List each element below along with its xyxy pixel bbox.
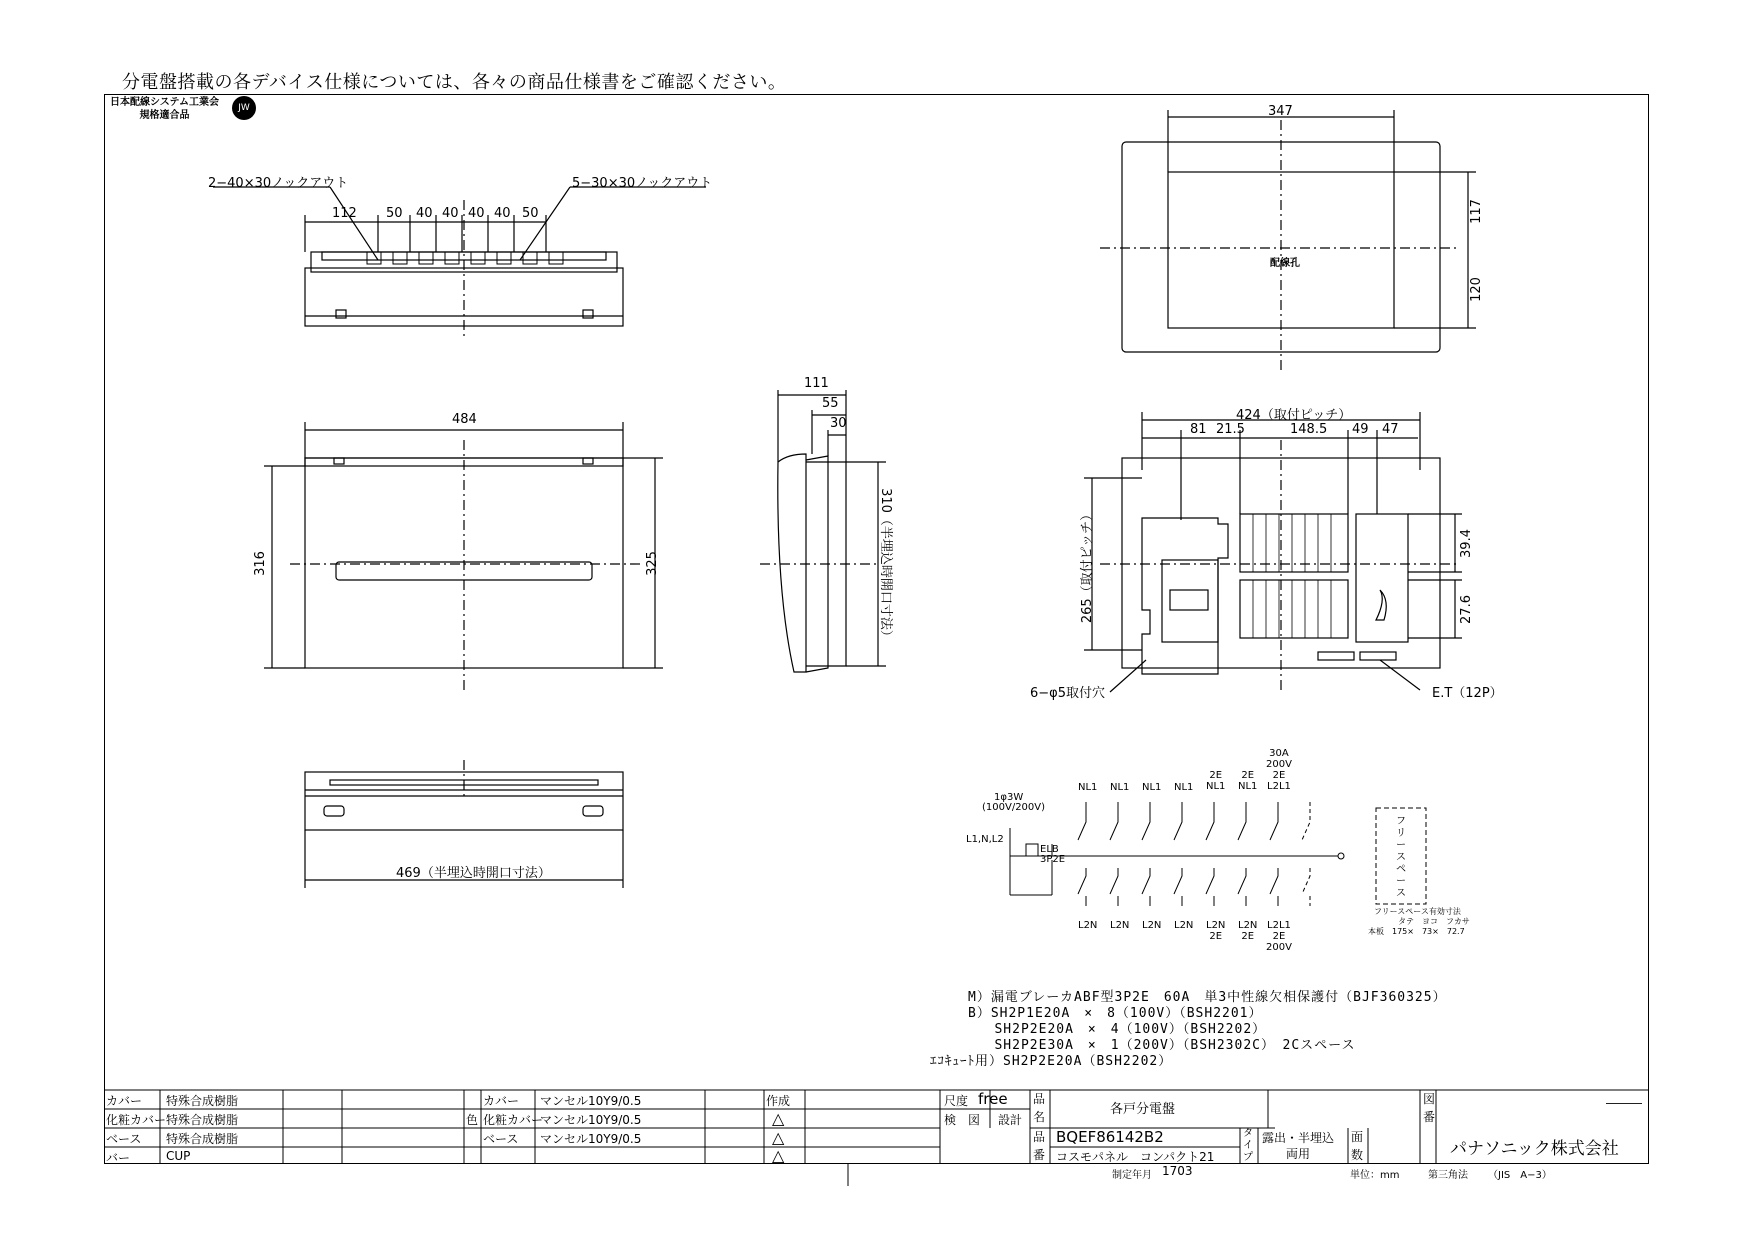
projection-label: 第三角法 — [1428, 1170, 1468, 1181]
material-4: CUP — [166, 1149, 191, 1163]
circuit-top-7: 30A 200V 2E L2L1 — [1266, 748, 1292, 792]
circuit-top-4: NL1 — [1174, 782, 1194, 793]
spec-line-3: SH2P2E20A × 4（100V）（BSH2202） — [968, 1022, 1267, 1037]
circuit-bottom-3: L2N — [1142, 920, 1162, 931]
circuit-bottom-6: L2N 2E — [1238, 920, 1258, 942]
mounting-holes-label: 6−φ5取付穴 — [1030, 686, 1106, 701]
inner-v1: 39.4 — [1458, 529, 1474, 558]
inner-seg-3: 148.5 — [1290, 422, 1328, 437]
type-label: タイプ — [1243, 1128, 1253, 1163]
free-dims-title: フリースペース有効寸法 — [1374, 907, 1461, 916]
top-dim-5: 40 — [468, 206, 485, 221]
side-depth: 111 — [804, 376, 829, 391]
color-part-1: カバー — [483, 1094, 520, 1108]
circuit-top-6: 2E NL1 — [1238, 770, 1258, 792]
inner-pitch: 424（取付ピッチ） — [1236, 408, 1352, 423]
back-h2: 120 — [1468, 277, 1484, 302]
spec-line-4: SH2P2E30A × 1（200V）（BSH2302C） 2Cスペース — [968, 1038, 1356, 1053]
revision-mark-3: △ — [772, 1146, 785, 1165]
circuit-bottom-7: L2L1 2E 200V — [1266, 920, 1292, 953]
circuit-top-2: NL1 — [1110, 782, 1130, 793]
color-3: マンセル10Y9/0.5 — [540, 1132, 642, 1146]
circuit-bottom-4: L2N — [1174, 920, 1194, 931]
material-part-2: 化粧カバー — [106, 1113, 167, 1127]
top-dim-4: 40 — [442, 206, 459, 221]
top-dim-2: 50 — [386, 206, 403, 221]
material-part-3: ベース — [106, 1132, 142, 1146]
side-d2: 55 — [822, 396, 839, 411]
face-label: 面数 — [1351, 1130, 1364, 1162]
company-name: パナソニック株式会社 — [1450, 1139, 1619, 1159]
circuit-top-5: 2E NL1 — [1206, 770, 1226, 792]
spec-line-2: B）SH2P1E20A × 8（100V）（BSH2201） — [968, 1006, 1263, 1021]
product-number: BQEF86142B2 — [1056, 1128, 1164, 1146]
circuit-top-3: NL1 — [1142, 782, 1162, 793]
supply-label: 1φ3W — [994, 792, 1024, 803]
top-dim-3: 40 — [416, 206, 433, 221]
wiring-hole-label: 配線孔 — [1270, 258, 1300, 269]
standard-label: （JIS A−3） — [1488, 1170, 1552, 1181]
drawing-label: 図番 — [1423, 1092, 1436, 1124]
scale-value: free — [978, 1090, 1008, 1108]
inner-v2: 27.6 — [1458, 595, 1474, 624]
inner-seg-5: 47 — [1382, 422, 1399, 437]
knockout-right-label: 5−30×30ノックアウト — [572, 176, 713, 191]
revision-value: 1703 — [1162, 1164, 1193, 1178]
material-part-4: バー — [106, 1151, 131, 1165]
cert-line2: 規格適合品 — [139, 110, 190, 121]
free-dims-values: 本板 175× 73× 72.7 — [1368, 927, 1465, 936]
free-space-label: フリースペース — [1396, 816, 1406, 899]
circuit-bottom-2: L2N — [1110, 920, 1130, 931]
front-height-right: 325 — [644, 551, 660, 576]
revision-label: 制定年月 — [1112, 1170, 1152, 1181]
revision-mark-1: △ — [772, 1109, 785, 1128]
material-3: 特殊合成樹脂 — [166, 1132, 239, 1146]
bottom-width: 469（半埋込時開口寸法） — [396, 866, 551, 881]
top-dim-7: 50 — [522, 206, 539, 221]
product-category: 各戸分電盤 — [1110, 1102, 1176, 1117]
drawing-number: ――― — [1606, 1096, 1642, 1110]
color-2: マンセル10Y9/0.5 — [540, 1113, 642, 1127]
color-label: 色 — [466, 1113, 479, 1127]
back-h1: 117 — [1468, 199, 1484, 224]
color-part-3: ベース — [483, 1132, 519, 1146]
elb-label: ELB — [1040, 844, 1059, 855]
inner-seg-2: 21.5 — [1216, 422, 1245, 437]
side-d3: 30 — [830, 416, 847, 431]
type-value: 露出・半埋込 両用 — [1262, 1131, 1335, 1161]
design-label: 設計 — [998, 1113, 1023, 1127]
number-label: 品番 — [1033, 1130, 1046, 1162]
front-width: 484 — [452, 412, 477, 427]
cert-line1: 日本配線システム工業会 — [110, 97, 219, 108]
made-label: 作成 — [766, 1094, 791, 1108]
product-name: コスモパネル コンパクト21 — [1056, 1150, 1215, 1164]
material-2: 特殊合成樹脂 — [166, 1113, 239, 1127]
top-dim-6: 40 — [494, 206, 511, 221]
knockout-left-label: 2−40×30ノックアウト — [208, 176, 349, 191]
material-part-1: カバー — [106, 1094, 143, 1108]
color-1: マンセル10Y9/0.5 — [540, 1094, 642, 1108]
et-label: E.T（12P） — [1432, 686, 1503, 701]
free-dims-header: タテ ヨコ フカサ — [1398, 917, 1470, 926]
spec-line-5: ｴｺｷｭｰﾄ用）SH2P2E20A（BSH2202） — [930, 1054, 1173, 1069]
circuit-top-1: NL1 — [1078, 782, 1098, 793]
voltage-label: (100V/200V) — [982, 802, 1046, 813]
color-part-2: 化粧カバー — [483, 1113, 544, 1127]
inner-seg-4: 49 — [1352, 422, 1369, 437]
circuit-bottom-5: L2N 2E — [1206, 920, 1226, 942]
side-opening: 310（半埋込時開口寸法） — [877, 488, 893, 643]
jw-logo-icon: JW — [232, 96, 256, 120]
check-label: 検 図 — [944, 1113, 981, 1127]
top-dim-1: 112 — [332, 206, 357, 221]
revision-mark-2: △ — [772, 1128, 785, 1147]
circuit-bottom-1: L2N — [1078, 920, 1098, 931]
scale-label: 尺度 — [944, 1094, 969, 1108]
back-width: 347 — [1268, 104, 1293, 119]
name-label: 品名 — [1033, 1092, 1046, 1124]
inner-v-pitch: 265（取付ピッチ） — [1080, 507, 1096, 624]
elb2-label: 3P2E — [1040, 854, 1066, 865]
front-height-left: 316 — [252, 551, 268, 576]
unit-label: 単位：mm — [1350, 1170, 1400, 1181]
material-1: 特殊合成樹脂 — [166, 1094, 239, 1108]
lines-label: L1,N,L2 — [966, 834, 1004, 845]
inner-seg-1: 81 — [1190, 422, 1207, 437]
spec-line-1: M）漏電ブレーカABF型3P2E 60A 単3中性線欠相保護付（BJF360325） — [968, 990, 1447, 1005]
header-note: 分電盤搭載の各デバイス仕様については、各々の商品仕様書をご確認ください。 — [122, 72, 787, 93]
